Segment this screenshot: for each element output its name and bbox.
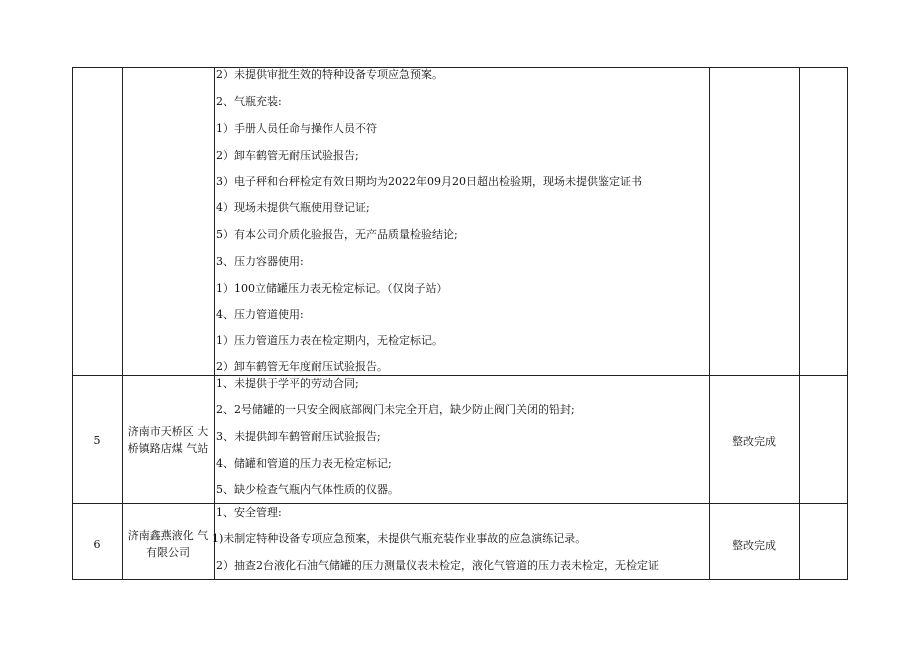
issue-line: 5）有本公司介质化验报告，无产品质量检验结论; [216, 228, 458, 241]
issue-line: 3、压力容器使用: [216, 255, 304, 268]
unit-name [122, 423, 214, 457]
column-divider [122, 67, 123, 580]
issue-line: 2、2号储罐的一只安全阀底部阀门未完全开启，缺少防止阀门关闭的铅封; [216, 403, 575, 416]
issue-line: 1）100立储罐压力表无检定标记。（仅岗子站） [216, 282, 448, 295]
issue-line: 3）电子秤和台秤检定有效日期均为2022年09月20日超出检验期，现场未提供鉴定证书 [216, 175, 642, 188]
column-divider [799, 67, 800, 580]
column-divider [709, 67, 710, 580]
unit-name-line: 济南鑫燕液化 气 [127, 529, 209, 542]
column-divider [214, 67, 215, 580]
unit-name-line: 有限公司 [146, 546, 190, 559]
issue-line: 2、气瓶充装: [216, 95, 282, 108]
issue-line: 5、缺少检查气瓶内气体性质的仪器。 [216, 483, 399, 496]
issue-line: 2）抽查2台液化石油气储罐的压力测量仪表未检定，液化气管道的压力表未检定，无检定证 [216, 559, 659, 572]
issue-line: 2）未提供审批生效的特种设备专项应急预案。 [216, 68, 443, 81]
row-divider [72, 375, 848, 376]
issue-line: 2）卸车鹤管无年度耐压试验报告。 [216, 360, 388, 373]
unit-name-line: 桥镇路店煤 气站 [127, 442, 209, 455]
table-bottom-border [72, 579, 848, 580]
status-cell: 整改完成 [732, 435, 776, 448]
table-top-border [72, 67, 848, 68]
unit-name [122, 527, 214, 561]
status-cell: 整改完成 [732, 539, 776, 552]
issue-line: 4）现场未提供气瓶使用登记证; [216, 201, 370, 214]
table-left-border [72, 67, 73, 580]
issue-line: 1、未提供于学平的劳动合同; [216, 377, 359, 390]
unit-name-line: 济南市天桥区 大 [127, 425, 209, 438]
issue-line: 4、压力管道使用: [216, 308, 304, 321]
row-number: 5 [93, 434, 101, 447]
issue-line: 3、未提供卸车鹤管耐压试验报告; [216, 430, 381, 443]
issue-line: 1）压力管道压力表在检定期内，无检定标记。 [216, 334, 443, 347]
issue-line: 2）卸车鹤管无耐压试验报告; [216, 149, 359, 162]
row-divider [72, 503, 848, 504]
issue-line: 1)未制定特种设备专项应急预案，未提供气瓶充装作业事故的应急演练记录。 [212, 532, 587, 545]
table-right-border [847, 67, 848, 580]
row-number: 6 [93, 538, 101, 551]
issue-line: 1）手册人员任命与操作人员不符 [216, 122, 377, 135]
issue-line: 4、储罐和管道的压力表无检定标记; [216, 457, 392, 470]
issue-line: 1、安全管理: [216, 506, 282, 519]
